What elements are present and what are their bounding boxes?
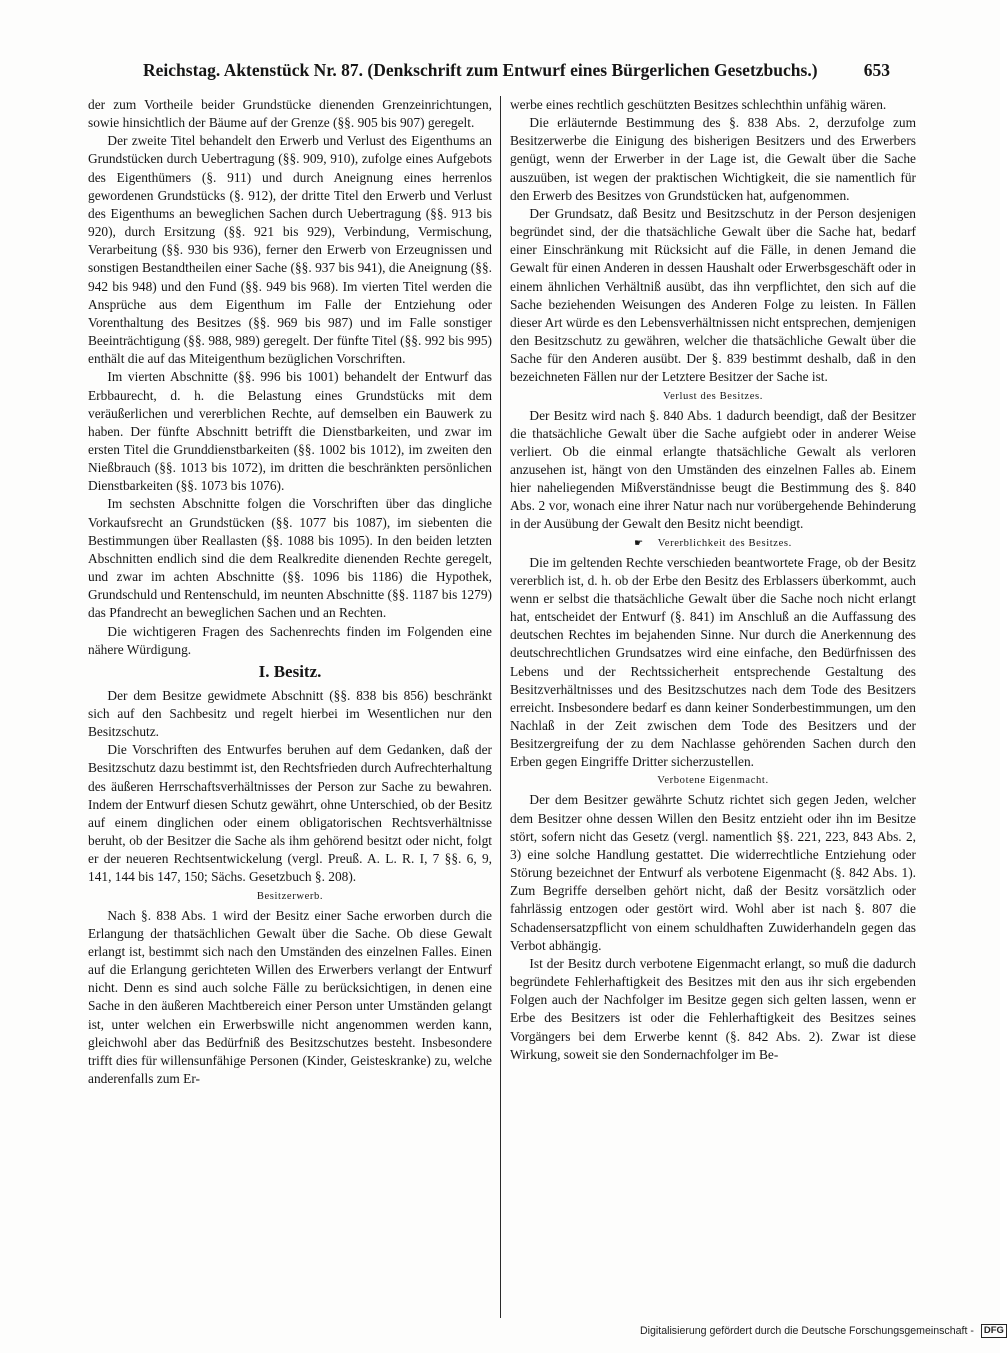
- page-number: 653: [863, 60, 890, 80]
- paragraph: Der Grundsatz, daß Besitz und Besitzschutz in der Person desjenigen begründet sind, der die thatsächliche Gewalt über die Sache hat, bedarf einer Einschränkung mit Rücksicht auf die Fälle, in denen Jemand die Gewalt für einen Anderen in dessen Haushalt oder Erwerbsgeschäft oder in einem ähnlichen Verhältniß ausübt, das ihn verpflichtet, den sich auf die Sache beziehenden Weisungen des Anderen Folge zu leisten. In Fällen dieser Art würde es den Lebensverhältnissen nicht entsprechen, demjenigen den Besitzschutz zu gewähren, welcher die thatsächliche Gewalt über die Sache für den Anderen ausübt. Der §. 839 bestimmt deshalb, daß in den bezeichneten Fällen nur der Letztere Besitzer der Sache ist.: [510, 205, 916, 385]
- paragraph: Die im geltenden Rechte verschieden beantwortete Frage, ob der Besitz vererblich ist, d. h. ob der Erbe den Besitz des Erblassers überkommt, auch wenn er selbst die thatsächliche Gewalt über die Sache noch nicht erlangt hat, entscheidet der Entwurf (§. 841) im Anschluß an die Auffassung des deutschen Rechtes im bejahenden Sinne. Nur durch die Anerkennung des deutschrechtlichen Grundsatzes wird eine einfache, den Bedürfnissen des Lebens und der Rechtssicherheit entsprechende Gestaltung des Besitzverhältnisses und des Besitzschutzes nach dem Tode des Besitzers erreicht. Insbesondere bedarf es dann keiner Sonderbestimmungen, um den Nachlaß in der Zeit zwischen dem Tode des Besitzers und der Besitzergreifung der zu dem Nachlasse gehörenden Sachen durch den Erben gegen Eingriffe Dritter sicherzustellen.: [510, 554, 916, 770]
- paragraph: Nach §. 838 Abs. 1 wird der Besitz einer Sache erworben durch die Erlangung der thatsächlichen Gewalt über die Sache. Ob diese Gewalt erlangt ist, bestimmt sich nach den Umständen des einzelnen Falles. Einen auf die Erlangung gerichteten Willen des Erwerbers verlangt der Entwurf nicht. Denn es sind auch solche Fälle zu berücksichtigen, in denen eine Sache in den äußeren Machtbereich einer Person unter Umständen gelangt ist, unter welchen ein Erwerbswille nicht angenommen werden kann, gleichwohl aber das Bedürfniß des Besitzschutzes besteht. Insbesondere trifft dies für willensunfähige Personen (Kinder, Geisteskranke) zu, welche anderenfalls zum Er-: [88, 907, 492, 1086]
- column-divider: [500, 96, 501, 1318]
- subheading-text: Vererblichkeit des Besitzes.: [657, 537, 792, 549]
- paragraph: werbe eines rechtlich geschützten Besitzes schlechthin unfähig wären.: [510, 97, 887, 112]
- paragraph: Im vierten Abschnitte (§§. 996 bis 1001) behandelt der Entwurf das Erbbaurecht, d. h. die Belastung eines Grundstücks mit dem veräußerlichen und vererblichen Rechte, auf demselben ein Bauwerk zu haben. Der fünfte Abschnitt betrifft die Dienstbarkeiten, und zwar im ersten Titel die Grunddienstbarkeiten (§§. 1002 bis 1012), im zweiten den Nießbrauch (§§. 1013 bis 1072), im dritten die beschränkten persönlichen Dienstbarkeiten (§§. 1073 bis 1076).: [88, 369, 492, 494]
- paragraph: Der zweite Titel behandelt den Erwerb und Verlust des Eigenthums an Grundstücken durch Uebertragung (§§. 909, 910), zufolge eines Aufgebots des Eigenthümers (§. 911) und durch Aneignung eines herrenlos gewordenen Grundstücks (§. 912), der dritte Titel den Erwerb und Verlust des Eigenthums an beweglichen Sachen durch Uebertragung (§§. 913 bis 920), durch Ersitzung (§§. 921 bis 929), Verbindung, Vermischung, Verarbeitung (§§. 930 bis 936), ferner den Erwerb von Erzeugnissen und sonstigen Bestandtheilen einer Sache (§§. 937 bis 941), die Aneignung (§§. 942 bis 948) und den Fund (§§. 949 bis 968). Im vierten Titel werden die Ansprüche aus dem Eigenthum im Falle der Entziehung oder Vorenthaltung des Besitzes (§§. 969 bis 987) und im Falle sonstiger Beeinträchtigung (§§. 988, 989) geregelt. Der fünfte Titel (§§. 992 bis 995) enthält die auf das Miteigenthum bezüglichen Vorschriften.: [88, 133, 492, 367]
- paragraph: Die erläuternde Bestimmung des §. 838 Abs. 2, derzufolge zum Besitzerwerbe die Einigung des bisherigen Besitzers und des Erwerbers genügt, wenn der Erwerber in der Lage ist, die Gewalt über die Sache auszuüben, ist wegen der praktischen Wichtigkeit, die sie namentlich für den Erwerb des Besitzes von Grundstücken hat, aufgenommen.: [510, 115, 916, 203]
- paragraph: Im sechsten Abschnitte folgen die Vorschriften über das dingliche Vorkaufsrecht an Grundstücken (§§. 1077 bis 1087), im siebenten die Bestimmungen über Reallasten (§§. 1088 bis 1095). In den beiden letzten Abschnitten endlich sind die dem Realkredite dienenden Rechte geregelt, und zwar im achten Abschnitte (§§. 1096 bis 1186) die Hypothek, Grundschuld und Rentenschuld, im neunten Abschnitte (§§. 1187 bis 1279) das Pfandrecht an beweglichen Sachen und an Rechten.: [88, 496, 492, 621]
- left-column: [88, 96, 492, 1322]
- running-title: Reichstag. Aktenstück Nr. 87. (Denkschrift zum Entwurf eines Bürgerlichen Gesetzbuchs.): [143, 60, 818, 80]
- subheading-verbotene-eigenmacht: Verbotene Eigenmacht.: [657, 775, 769, 787]
- paragraph: der zum Vortheile beider Grundstücke dienenden Grenzeinrichtungen, sowie hinsichtlich der Bäume auf der Grenze (§§. 905 bis 907) geregelt.: [88, 97, 492, 131]
- running-header: [143, 60, 890, 90]
- right-column: [510, 96, 916, 1322]
- digitization-credit: [640, 1321, 1004, 1341]
- paragraph: Der Besitz wird nach §. 840 Abs. 1 dadurch beendigt, daß der Besitzer die thatsächliche Gewalt über die Sache aufgiebt oder in anderer Weise verliert. Ob die einmal erlangte thatsächliche Gewalt als verloren anzusehen ist, hängt von den Umständen des einzelnen Falles ab. Einem hier naheliegenden Mißverständnisse beugt die Bestimmung des §. 840 Abs. 2 vor, wonach eine ihrer Natur nach nur vorübergehende Behinderung in der Ausübung der Gewalt den Besitz nicht beendigt.: [510, 407, 916, 532]
- paragraph: Ist der Besitz durch verbotene Eigenmacht erlangt, so muß die dadurch begründete Fehlerhaftigkeit des Besitzes mit den aus ihr sich ergebenden Folgen auch der Nachfolger im Besitze gegen sich gelten lassen, wenn er Erbe des Besitzers ist oder die Fehlerhaftigkeit des Besitzes seines Vorgängers bei dem Erwerbe kennt (§. 842 Abs. 2). Zwar ist diese Wirkung, soweit sie den Sondernachfolger im Be-: [510, 955, 916, 1062]
- section-title: I. Besitz.: [258, 661, 322, 681]
- paragraph: Der dem Besitze gewidmete Abschnitt (§§. 838 bis 856) beschränkt sich auf den Sachbesitz und regelt hierbei im Wesentlichen nur den Besitzschutz.: [88, 687, 492, 740]
- subheading-besitzerwerb: Besitzerwerb.: [256, 890, 324, 902]
- subheading-vererblichkeit: [510, 534, 916, 554]
- subheading-verlust: Verlust des Besitzes.: [663, 390, 763, 402]
- credit-text: Digitalisierung gefördert durch die Deutsche Forschungsgemeinschaft -: [640, 1325, 974, 1337]
- dfg-logo: DFG: [981, 1324, 1007, 1338]
- pointing-hand-icon: ☛: [634, 537, 644, 549]
- paragraph: Die Vorschriften des Entwurfes beruhen auf dem Gedanken, daß der Besitzschutz dazu bestimmt ist, den Rechtsfrieden durch Aufrechterhaltung des äußeren Herrschaftsverhältnisses der Person zur Sache zu bewahren. Indem der Entwurf diesen Schutz gewährt, ohne Unterschied, ob der Besitz auf einem dinglichen oder einem obligatorischen Rechtsverhältnisse beruht, ob der Besitzer die Sache als ihm gehörend besitzt oder nicht, folgt er der neueren Rechtsentwickelung (vergl. Preuß. A. L. R. I, 7 §§. 6, 9, 141, 144 bis 147, 150; Sächs. Gesetzbuch §. 208).: [88, 742, 492, 885]
- paragraph: Die wichtigeren Fragen des Sachenrechts finden im Folgenden eine nähere Würdigung.: [88, 623, 492, 657]
- paragraph: Der dem Besitzer gewährte Schutz richtet sich gegen Jeden, welcher dem Besitzer ohne dessen Willen den Besitz entzieht oder ihn im Besitze stört, sofern nicht das Gesetz (vergl. namentlich §§. 221, 223, 843 Abs. 2, 3) eine solche Handlung gestattet. Die widerrechtliche Entziehung oder Störung bezeichnet der Entwurf als verbotene Eigenmacht (§. 842 Abs. 1). Zum Begriffe derselben gehört nicht, daß der Besitz vorsätzlich oder fahrlässig entzogen oder gestört wird. Wohl aber ist nach §. 807 die Schadensersatzpflicht von einem schuldhaften Zuwiderhandeln gegen das Verbot abhängig.: [510, 792, 916, 953]
